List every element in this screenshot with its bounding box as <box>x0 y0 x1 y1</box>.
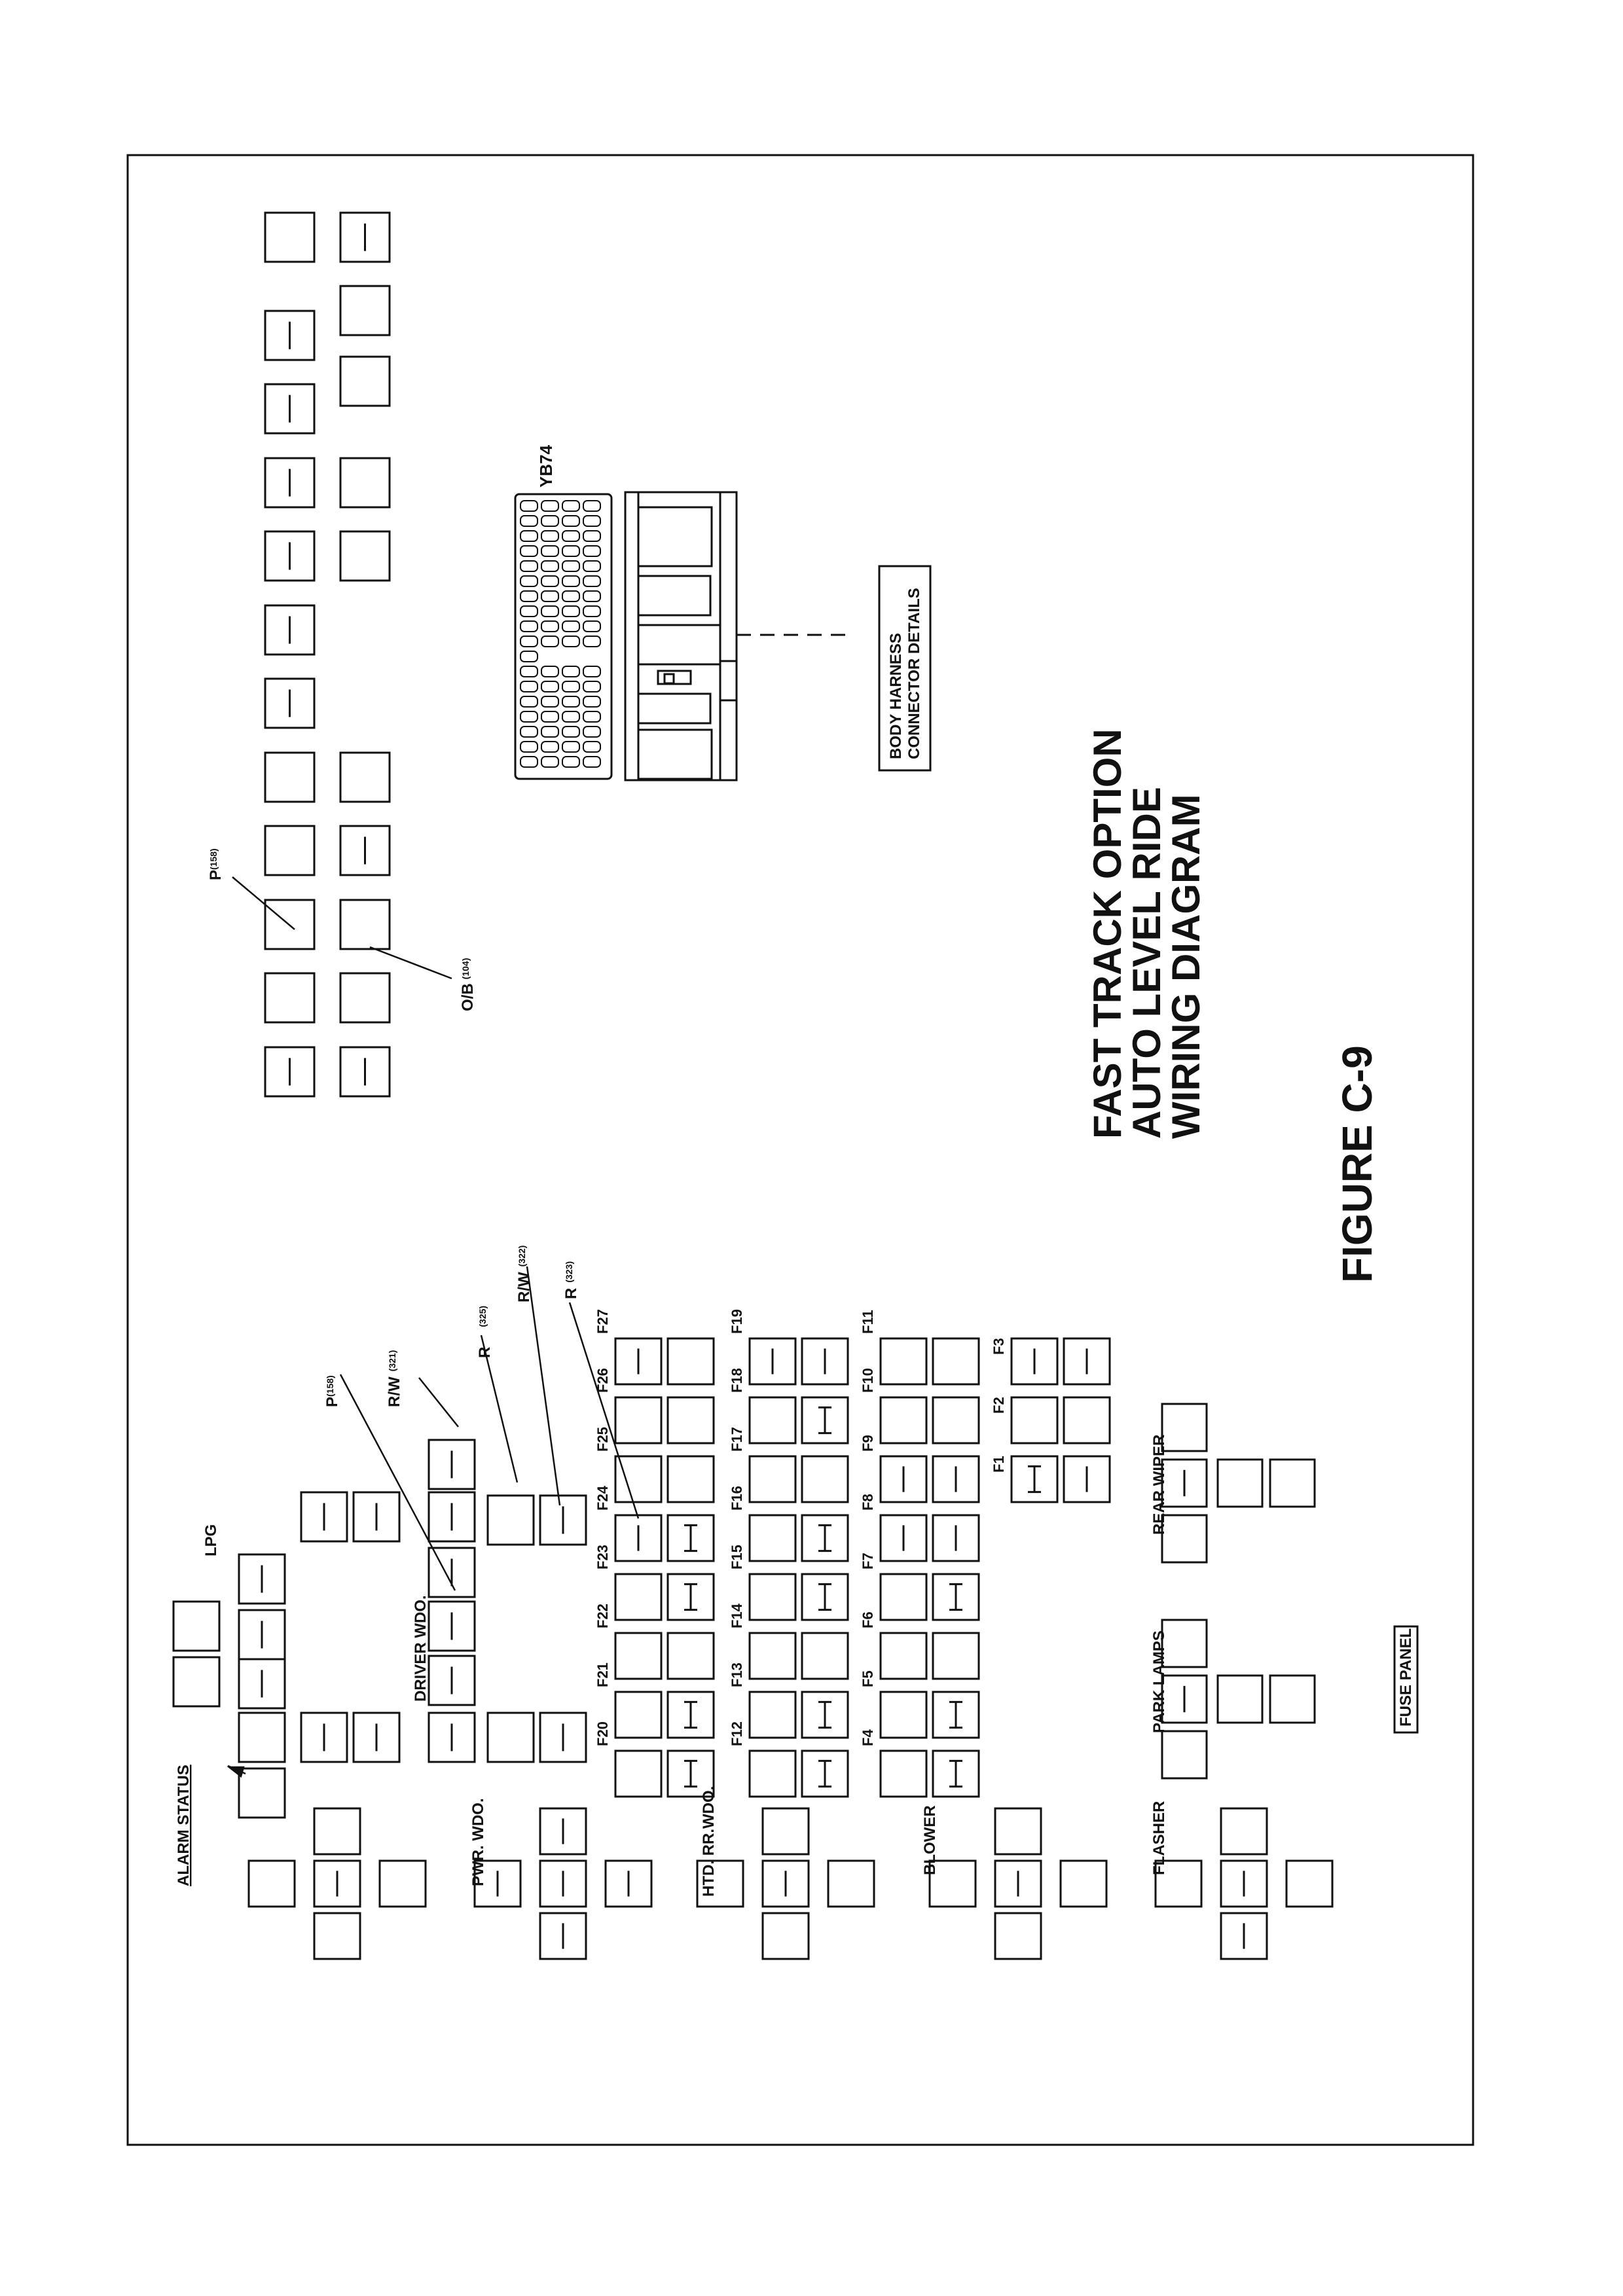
fuse-label: F12 <box>729 1721 745 1746</box>
fuse-label: F6 <box>860 1611 876 1628</box>
fuse-label: F13 <box>729 1662 745 1687</box>
wire-code: R/W <box>515 1272 533 1302</box>
fuse-label: F8 <box>860 1494 876 1511</box>
diagram-title-line-3: WIRING DIAGRAM <box>1164 794 1208 1139</box>
wire-number: (322) <box>517 1245 527 1267</box>
label-fuse-panel: FUSE PANEL <box>1397 1628 1415 1727</box>
fuse-label: F18 <box>729 1368 745 1393</box>
fuse-label: F21 <box>594 1662 611 1687</box>
fuse-label: F20 <box>594 1721 611 1746</box>
fuse-label: F26 <box>594 1368 611 1393</box>
wire-number: (158) <box>208 848 219 870</box>
fuse-label: F9 <box>860 1435 876 1452</box>
wire-number: (323) <box>564 1261 574 1283</box>
fuse-label: F5 <box>860 1670 876 1687</box>
wire-code: R/W <box>386 1376 403 1407</box>
fuse-label: F3 <box>991 1338 1007 1355</box>
wire-code: O/B <box>459 983 477 1011</box>
wire-number: (325) <box>477 1305 488 1327</box>
connector-caption-line-1: BODY HARNESS <box>887 633 905 759</box>
fuse-label: F2 <box>991 1397 1007 1414</box>
fuse-label: F25 <box>594 1427 611 1452</box>
fuse-label: F10 <box>860 1368 876 1393</box>
connector-caption-line-2: CONNECTOR DETAILS <box>905 588 923 759</box>
label-flasher: FLASHER <box>1150 1801 1168 1875</box>
figure-label: FIGURE C-9 <box>1334 1045 1381 1283</box>
label-lpg: LPG <box>202 1524 220 1556</box>
diagram-title-line-1: FAST TRACK OPTION <box>1085 728 1129 1139</box>
connector-name: YB74 <box>536 444 556 488</box>
fuse-label: F11 <box>860 1310 876 1334</box>
wire-number: (104) <box>460 958 471 980</box>
fuse-label: F17 <box>729 1427 745 1452</box>
wire-number: (321) <box>387 1350 397 1372</box>
label-htd-rr-wdo: HTD. RR.WDO. <box>700 1785 718 1897</box>
fuse-label: F16 <box>729 1486 745 1511</box>
fuse-label: F4 <box>860 1729 876 1746</box>
label-rear-wiper: REAR WIPER <box>1150 1434 1168 1535</box>
wire-code: R <box>562 1287 580 1299</box>
fuse-label: F24 <box>594 1486 611 1511</box>
diagram-title-line-2: AUTO LEVEL RIDE <box>1125 787 1169 1139</box>
fuse-label: F27 <box>594 1309 611 1334</box>
wire-code: P <box>323 1396 341 1407</box>
label-alarm-status: ALARM STATUS <box>175 1765 192 1886</box>
fuse-label: F1 <box>991 1456 1007 1473</box>
label-pwr-wdo: PWR. WDO. <box>469 1798 487 1886</box>
wire-code: P <box>207 869 225 880</box>
fuse-label: F19 <box>729 1309 745 1334</box>
fuse-label: F23 <box>594 1545 611 1570</box>
wire-code: R <box>476 1346 494 1358</box>
label-blower: BLOWER <box>921 1805 939 1875</box>
fuse-label: F14 <box>729 1604 745 1628</box>
fuse-label: F7 <box>860 1552 876 1570</box>
label-park-lamps: PARK LAMPS <box>1150 1630 1168 1733</box>
fuse-label: F22 <box>594 1604 611 1628</box>
fuse-label: F15 <box>729 1545 745 1570</box>
label-driver-wdo: DRIVER WDO. <box>412 1595 429 1702</box>
wire-number: (158) <box>325 1375 335 1397</box>
